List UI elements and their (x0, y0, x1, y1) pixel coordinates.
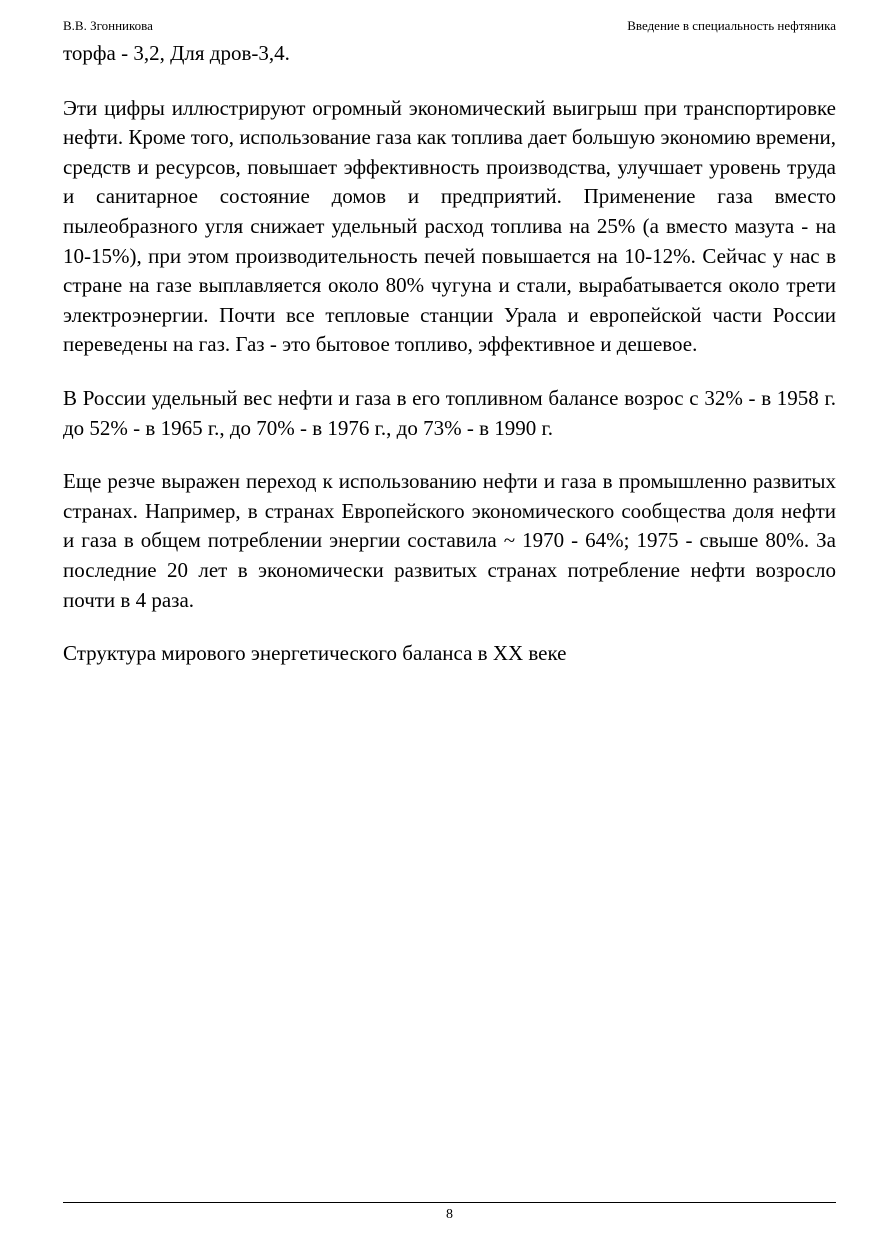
header-author: В.В. Згонникова (63, 18, 153, 33)
paragraph-russia-balance: В России удельный вес нефти и газа в его топливном балансе возрос с 32% - в 1958 г. до 52% - в 1965 г., до 70% - в 1976 г., до 73% - в 1990 г. (63, 385, 836, 440)
paragraph-gas-economy: Эти цифры иллюстрируют огромный экономический выигрыш при транспортировке нефти. Кроме того, использование газа как топлива дает большую экономию времени, средств и ресурсов, повышает эффективность производства, улучшает уровень труда и санитарное состояние домов и предприятий. Применение газа вместо пылеобразного угля снижает удельный расход топлива на 25% (а вместо мазута - на 10-15%), при этом производительность печей повышается на 10-12%. Сейчас у нас в стране на газе выплавляется около 80% чугуна и стали, вырабатывается около трети электроэнергии. Почти все тепловые станции Урала и европейской части России переведены на газ. Газ - это бытовое топливо, эффективное и дешевое. (63, 95, 836, 357)
paragraph-world-structure-caption: Структура мирового энергетического баланса в XX веке (63, 641, 567, 666)
footer-divider (63, 1202, 836, 1203)
page-number: 8 (446, 1207, 453, 1222)
page-header (63, 17, 836, 35)
paragraph-developed-countries: Еще резче выражен переход к использованию нефти и газа в промышленно развитых странах. Например, в странах Европейского экономического сообщества доля нефти и газа в общем потреблении энергии составила ~ 1970 - 64%; 1975 - свыше 80%. За последние 20 лет в экономически развитых странах потребление нефти возросло почти в 4 раза. (63, 469, 836, 612)
header-document-title: Введение в специальность нефтяника (627, 18, 836, 33)
paragraph-continuation: торфа - 3,2, Для дров-3,4. (63, 41, 290, 65)
page-body (63, 39, 836, 693)
